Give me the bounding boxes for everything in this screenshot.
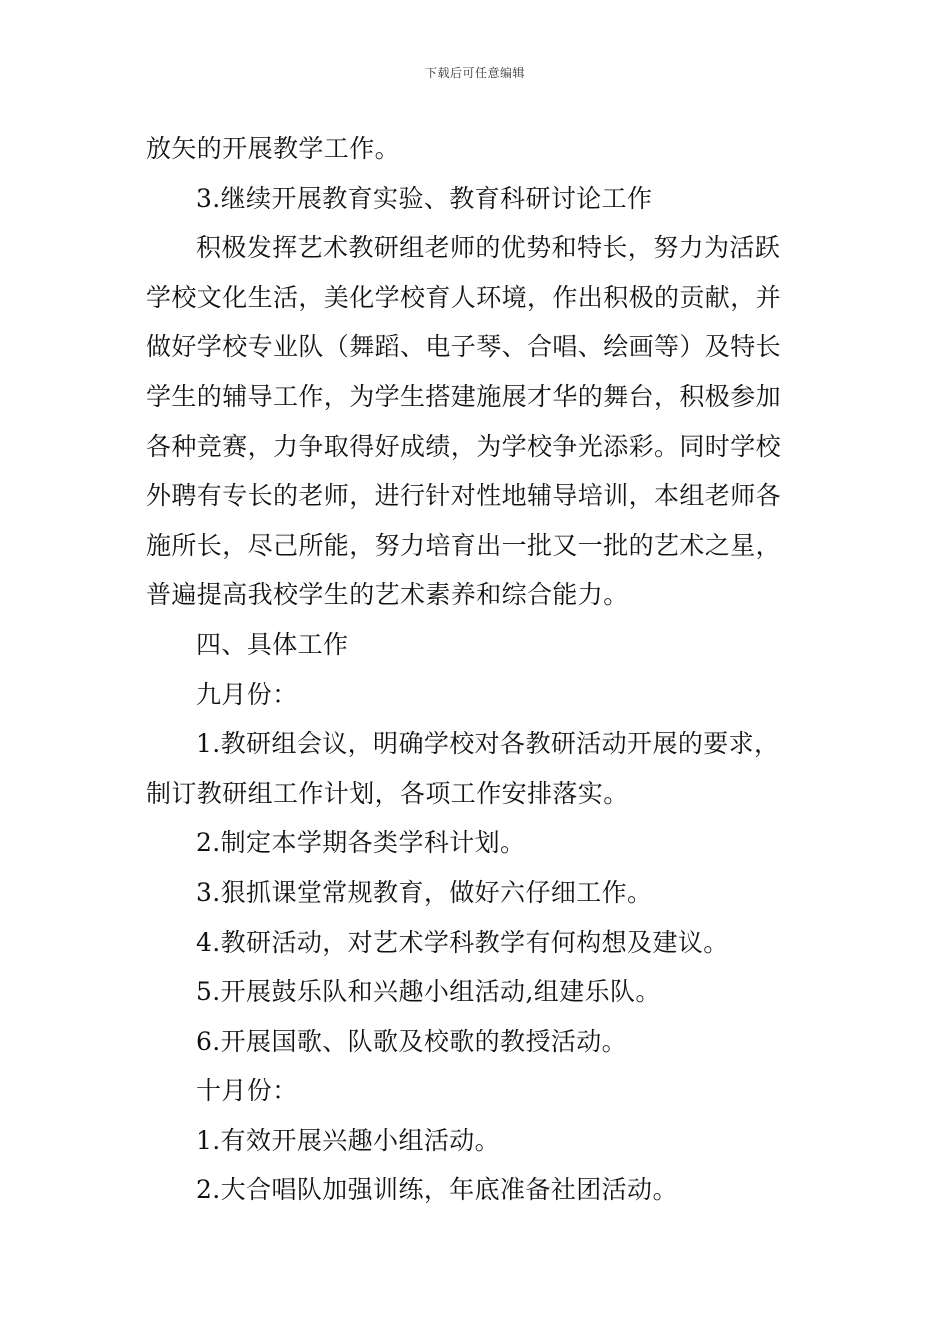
text-line: 外聘有专长的老师，进行针对性地辅导培训，本组老师各 (146, 481, 782, 511)
text-line: 普遍提高我校学生的艺术素养和综合能力。 (146, 580, 629, 610)
text-line: 做好学校专业队（舞蹈、电子琴、合唱、绘画等）及特长 (146, 332, 782, 362)
text-line: 制订教研组工作计划，各项工作安排落实。 (146, 778, 629, 808)
list-item: 4.教研活动，对艺术学科教学有何构想及建议。 (196, 927, 729, 957)
list-item: 2.制定本学期各类学科计划。 (196, 828, 526, 858)
page-header: 下载后可任意编辑 (424, 66, 525, 80)
text-line: 各种竞赛，力争取得好成绩，为学校争光添彩。同时学校 (146, 431, 782, 461)
list-item: 6.开展国歌、队歌及校歌的教授活动。 (196, 1026, 628, 1056)
list-item: 3.狠抓课堂常规教育，做好六仔细工作。 (196, 877, 653, 907)
section-heading: 四、具体工作 (196, 629, 349, 659)
month-heading: 十月份： (196, 1076, 298, 1106)
list-item: 2.大合唱队加强训练，年底准备社团活动。 (196, 1175, 678, 1205)
text-line: 3.继续开展教育实验、教育科研讨论工作 (196, 183, 653, 213)
month-heading: 九月份： (196, 679, 298, 709)
text-line: 施所长，尽己所能，努力培育出一批又一批的艺术之星， (146, 530, 782, 560)
text-line: 放矢的开展教学工作。 (146, 134, 401, 163)
text-line: 学校文化生活，美化学校育人环境，作出积极的贡献，并 (146, 282, 782, 312)
list-item: 1.有效开展兴趣小组活动。 (196, 1125, 501, 1155)
list-item: 5.开展鼓乐队和兴趣小组活动,组建乐队。 (196, 977, 661, 1007)
document-body (146, 124, 808, 1215)
list-item: 1.教研组会议，明确学校对各教研活动开展的要求， (196, 729, 780, 759)
text-line: 学生的辅导工作，为学生搭建施展才华的舞台，积极参加 (146, 381, 782, 411)
text-line: 积极发挥艺术教研组老师的优势和特长，努力为活跃 (196, 233, 781, 263)
